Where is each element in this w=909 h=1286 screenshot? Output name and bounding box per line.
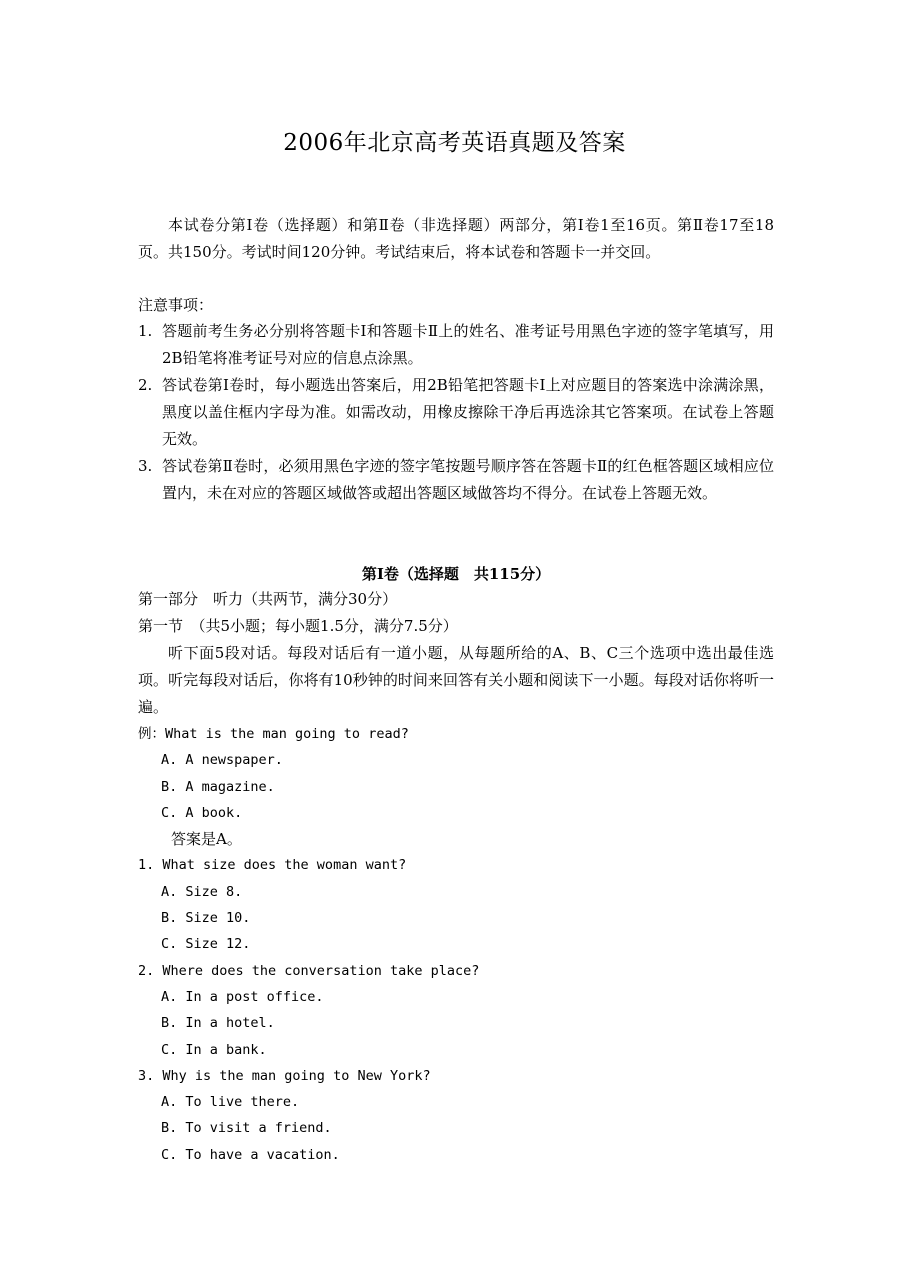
note-item <box>138 372 774 453</box>
subsection-heading: 第一节 （共5小题；每小题1.5分，满分7.5分） <box>138 617 458 635</box>
example-option: A. A newspaper. <box>161 752 283 769</box>
note-item <box>138 318 774 372</box>
question-option: C. To have a vacation. <box>161 1146 340 1163</box>
example-option: B. A magazine. <box>161 778 275 795</box>
note-text: 答题前考生务必分别将答题卡Ⅰ和答题卡Ⅱ上的姓名、准考证号用黑色字迹的签字笔填写，用2B铅笔将准考证号对应的信息点涂黑。 <box>162 322 774 367</box>
section-title: 第Ⅰ卷（选择题 共115分） <box>361 565 551 583</box>
question-option: B. Size 10. <box>161 910 251 927</box>
example-option: C. A book. <box>161 804 243 821</box>
note-text: 答试卷第Ⅰ卷时，每小题选出答案后，用2B铅笔把答题卡Ⅰ上对应题目的答案选中涂满涂黑，黑度以盖住框内字母为准。如需改动，用橡皮擦除干净后再选涂其它答案项。在试卷上答题无效。 <box>162 376 774 448</box>
document-title: 2006年北京高考英语真题及答案 <box>283 130 626 156</box>
part-heading: 第一部分 听力（共两节，满分30分） <box>138 590 398 608</box>
example-question: 例：What is the man going to read? <box>138 726 409 742</box>
question-option: A. Size 8. <box>161 883 243 900</box>
note-item <box>138 453 774 507</box>
question-option: C. Size 12. <box>161 936 251 953</box>
question-text: 2. Where does the conversation take place? <box>138 962 480 979</box>
question-option: B. In a hotel. <box>161 1015 275 1032</box>
note-number: 1. <box>138 322 153 340</box>
notes-list <box>138 318 774 507</box>
question-option: A. To live there. <box>161 1094 300 1111</box>
instructions-paragraph: 听下面5段对话。每段对话后有一道小题，从每题所给的A、B、C三个选项中选出最佳选项。听完每段对话后，你将有10秒钟的时间来回答有关小题和阅读下一小题。每段对话你将听一遍。 <box>138 644 774 716</box>
example-answer: 答案是A。 <box>171 830 242 849</box>
note-number: 3. <box>138 457 153 475</box>
question-text: 1. What size does the woman want? <box>138 857 407 874</box>
note-text: 答试卷第Ⅱ卷时，必须用黑色字迹的签字笔按题号顺序答在答题卡Ⅱ的红色框答题区域相应位置内，未在对应的答题区域做答或超出答题区域做答均不得分。在试卷上答题无效。 <box>162 457 774 502</box>
question-option: C. In a bank. <box>161 1041 267 1058</box>
intro-paragraph: 本试卷分第Ⅰ卷（选择题）和第Ⅱ卷（非选择题）两部分，第Ⅰ卷1至16页。第Ⅱ卷17至18页。共150分。考试时间120分钟。考试结束后，将本试卷和答题卡一并交回。 <box>138 216 774 261</box>
note-number: 2. <box>138 376 153 394</box>
question-text: 3. Why is the man going to New York? <box>138 1067 431 1084</box>
notes-heading: 注意事项： <box>138 296 214 314</box>
question-option: B. To visit a friend. <box>161 1120 332 1137</box>
question-option: A. In a post office. <box>161 988 324 1005</box>
listening-section <box>138 586 774 1168</box>
